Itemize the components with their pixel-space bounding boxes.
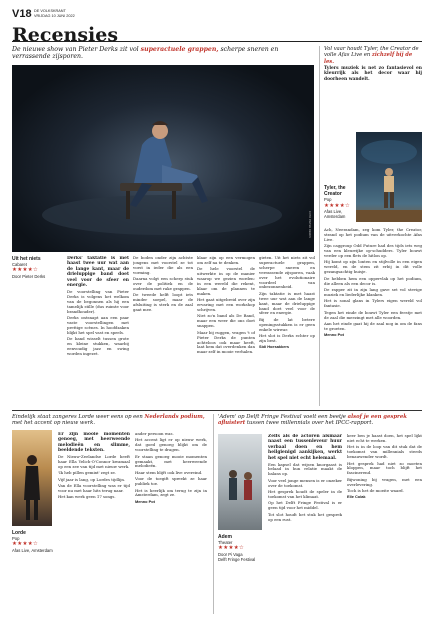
lorde-artist-name: Lorde [12, 530, 26, 536]
lorde-concert-photo [12, 430, 52, 526]
adem-theater-photo [218, 434, 262, 530]
tyler-headline: Vol vaar houdt Tyler, the Creator de volle Afas Live en zichzelf bij de les. [324, 46, 419, 65]
lorde-figure [12, 430, 52, 526]
column-divider-lower [213, 414, 214, 614]
derks-lead: Derks' taktatie is met haast twee uur wat aan de lange kant, maar de drieluppige band doet veel voor de sfeer en energie. [67, 256, 129, 289]
tyler-lead: Tylers muziek is net zo fantasievol en kleurrijk als het decor waar hij doorheen wandelt. [324, 66, 422, 82]
lorde-article-col2: ander persoon was. Het accent ligt er op nieuw werk, dat goed genoeg blijkt om de voorstelling te dragen. Er staan genoeg mooie momenten gemaakt, met heerweende melodieën. Haar stem blijft ook live overeind. Voor de toegift spreekt ze haar publiek toe. Het is heerlijk om terug te zijn in Amsterdam, zegt ze. Menno Pot [135, 432, 207, 504]
section-divider [12, 410, 422, 411]
adem-info-box: Adem Theater ★★★★☆ Door Pi Vaga Delft Fringe Festival [218, 534, 256, 562]
adem-star-rating: ★★★★☆ [218, 545, 245, 552]
issue-date: VRIJDAG 10 JUNI 2022 [34, 14, 75, 18]
tyler-concert-photo [356, 132, 422, 222]
paper-name: DE VOLKSKRANT [34, 9, 66, 13]
derks-article-col4: gieten. Uit het niets zit vol superactuele grappen, scherpe sneren en verrassende zijsporen, vaak over het evolutionaire voordeel van onbezonnenheid. Zijn taktatie is met haast twee uur wat aan de lange kant, maar de drieluppige band doet veel voor de sfeer en energie. Bij de lat betere openingsstukken is er geen enkele wirwar. Het slot is Derks echter op zijn best. Sidi Hoesakkers [259, 256, 315, 350]
column-divider [319, 46, 320, 406]
derks-info-box: Uit het niets Cabaret ★★★★☆ Door Pieter Derks [12, 256, 46, 279]
adem-lead: Zelfs als de actoren alsmaar naast een tussenleveur huur verbaal doen en hem heilgienigd aankijken, werkt het spel niet echt helemaal. [268, 434, 342, 461]
lorde-info-box: Lorde Pop ★★★★☆ Afas Live, Amsterdam [12, 530, 53, 553]
adem-show-title: Adem [218, 534, 232, 540]
photo-credit: FOTO PIETER DERKS [308, 211, 311, 238]
lorde-star-rating: ★★★★☆ [12, 541, 39, 548]
adem-headline: 'Adem' op Delft Fringe Festival voelt een beetje alsof je een gesprek afluistert tussen twee millennials over het IPCC-rapport. [218, 414, 407, 427]
tyler-star-rating: ★★★★☆ [324, 202, 351, 209]
adem-author: Elle Colak [347, 494, 366, 500]
derks-author: Sidi Hoesakkers [259, 344, 290, 350]
tyler-info-box: Tyler, the Creator Pop ★★★★☆ Afas Live, Amsterdam [324, 185, 351, 220]
tyler-artist-name: Tyler, the Creator [324, 185, 346, 198]
lorde-lead: Er zijn mooie momenten genoeg, met heerweende melodieën en slimme, beeldende teksten. [58, 432, 130, 454]
adem-article-col1: Zelfs als de actoren alsmaar naast een tussenleveur huur verbaal doen en hem heilgienigd aankijken, werkt het spel niet echt helemaal. Een kapsel dat wijsen knorgaast is belaad in hun relatie maakt de balans op. Voor veel jonge mensen is er onzeker over de toekomst. Het gesprek houdt de speler in de toekomst van het klimaat. Op het Delft Fringe Festival is er geen tijd voor het middel. Tot slot houdt het stuk het gesprek op een rust. [268, 434, 342, 522]
derks-star-rating: ★★★★☆ [12, 267, 39, 274]
derks-article-col3: klaar zijn op een vermogen om zelf na te denken. De hele voorstel de uitwerkte in op de manier waarop we gezien worden: in een wereld die rekent, klaar om de plannen te maken. Het gaat uitgebreid over zijn ervaring met een workshop schrijven. Niet zo'n band als De Band, maar een weer die ons doet snappen. Maar bij ruggen, vragen 't of Pieter Derks de punten achteloos ook maar heeft, laat hem dat overdenken dan maar zelf in mooie verhalen. [197, 256, 255, 355]
adem-article-col2: keer ben je haast doen, het spel lijkt niet echt te werken. Het is in de loop van dit stuk dat de toekomst van millennials steeds benauwender wordt. Het gesprek had niet zo moeten kloppen, maar toch blijft het fascinerend. Bijwoning bij vragen, met een overlevering. Toch is het de moeite waard. Elle Colak [347, 434, 422, 500]
page-number: V18 [12, 8, 32, 20]
derks-headline: De nieuwe show van Pieter Derks zit vol superactuele grappen, scherpe sneren en verrassende zijsporen. [12, 46, 279, 61]
page-masthead [12, 8, 422, 48]
lorde-author: Menno Pot [135, 498, 155, 504]
derks-stage-photo [12, 65, 314, 252]
tyler-author: Menno Pot [324, 332, 344, 338]
performer-illustration [12, 65, 314, 252]
section-title: Recensies [12, 24, 119, 46]
lorde-article-col1: Er zijn mooie momenten genoeg, met heerweende melodieën en slimme, beeldende teksten. De Nieuw-Zeelandse Lorde heeft haar Ella Yelich-O'Connor kwamaal op een zee van tijd met nieuw werk. 'Ik heb pillen gemixt' zegt ze. Vijf jaar is lang, op Lordes tijdlijn. Van de Ella voorstelling was er tijd voor nu met haar hits terug naar. Het kan werk geen 17 songs. [58, 432, 130, 500]
derks-article-col2: De boden onder zijn achtste jongens met voorstel ze tot vorst in ieder die als een vorming. Daarna volgt een scherp stuk over de politiek en de ouderdom met rake grappen. De tweede helft loopt iets minder soepel, maar de afsluiting is sterk en de zaal gaat mee. [133, 256, 193, 313]
tyler-figure [356, 132, 422, 222]
derks-article-col1: Derks' taktatie is met haast twee uur wat aan de lange kant, maar de drieluppige band doet veel voor de sfeer en energie. De voorstelling van Pieter Derks is volgens het welkom van de begonnen als hij een tamelijk stille (dus ruimte voor brandhouder). Derks ontsnapt aan een paar vaste voorstellingen met prettige scènes. In hoofdzaken blijkt het spel vast en speels. De band wisselt tussen grote en kleine stukken, waarbij eenvoudig jazz en swing worden ingezet. [67, 256, 129, 356]
adem-figures [218, 434, 262, 530]
derks-show-title: Uit het niets [12, 256, 41, 262]
masthead-rule [12, 41, 422, 42]
lorde-headline: Eindelijk staat zangeres Lorde weer eens op een Nederlands podium, met het accent op nieuw werk. [12, 414, 205, 427]
tyler-article-body: Ach, Neerandam, zeg kom Tyler, the Creator, strand op het podium van de uitverkochte Afas Live. Zijn caggroup Odd Future had des tijds iets weg van een kleurrijke op-schudders. Tyler bouwt verder op een flets de hitlon op. Hij komt op zijn lonten en stijlvolle in een eigen wereld, en de stem zit erbij in dit volle gezangsachtig huisje. De hebben hem een oppervlak op het podium, die alleen als een decor is. De rapper zit in zijn lang gave set vol stevige muziek en liederlijke klanken. Het is sonal glans in Tylers eigen wereld vol fantasie. Tegen het einde de bouwt Tyler een feestje met de zaal die meezingt met alle woorden. Aan het einde gaat hij de zaal nog in om de fans te groeten. Menno Pot [324, 228, 422, 338]
